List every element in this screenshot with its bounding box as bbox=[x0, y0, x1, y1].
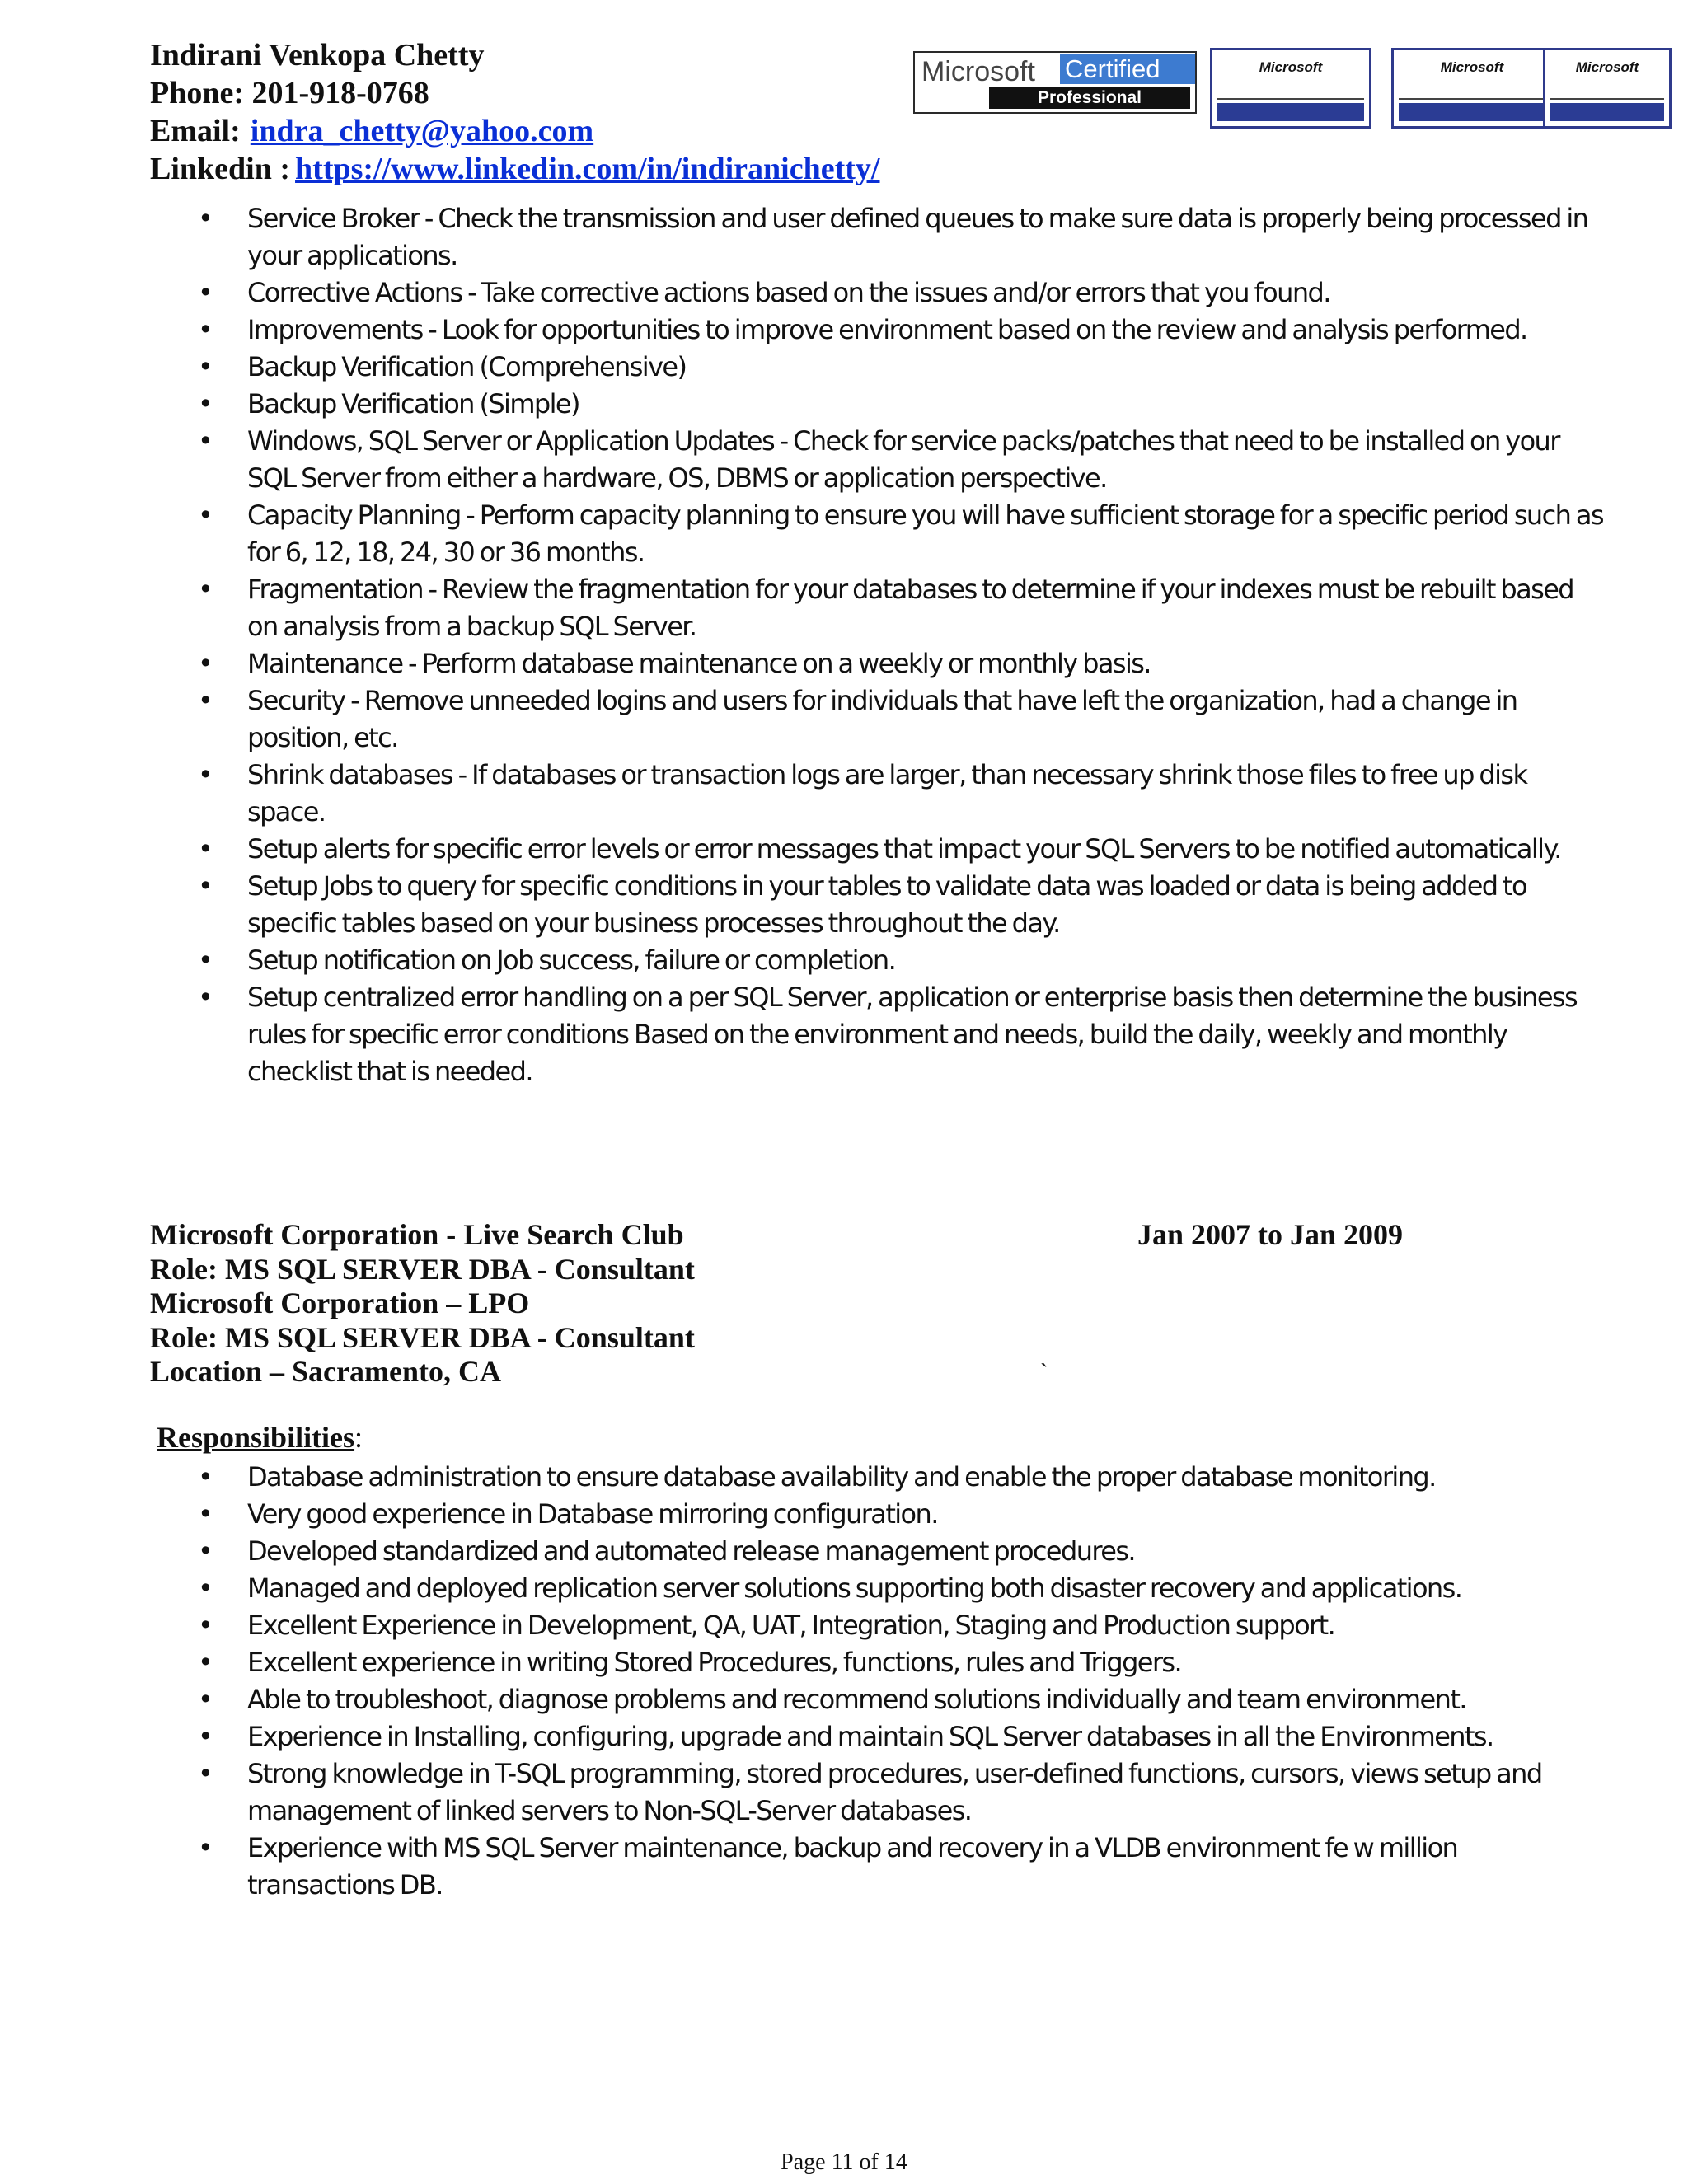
phone-line bbox=[150, 74, 879, 112]
phone-number: 201-918-0768 bbox=[251, 76, 429, 110]
list-item: • Strong knowledge in T-SQL programming, stored procedures, user-defined functions, cursors, views setup and management of linked servers to Non-SQL-Server databases. bbox=[0, 1755, 1688, 1830]
phone-label: Phone: bbox=[150, 76, 244, 110]
microsoft-wordmark: Microsoft bbox=[1217, 55, 1364, 100]
list-item: • Excellent Experience in Development, QA, UAT, Integration, Staging and Production support. bbox=[0, 1607, 1688, 1644]
employer-line: Microsoft Corporation – LPO bbox=[150, 1286, 530, 1319]
mcp-logo bbox=[913, 51, 1197, 114]
email-line bbox=[150, 112, 879, 150]
list-item: • Managed and deployed replication server solutions supporting both disaster recovery and applications. bbox=[0, 1570, 1688, 1607]
location-line: Location – Sacramento, CA bbox=[150, 1355, 501, 1388]
linkedin-link[interactable]: https://www.linkedin.com/in/indiranichetty/ bbox=[295, 152, 880, 186]
microsoft-wordmark: Microsoft bbox=[1399, 55, 1545, 100]
list-item: • Able to troubleshoot, diagnose problems and recommend solutions individually and team environment. bbox=[0, 1681, 1688, 1718]
list-item: • Excellent experience in writing Stored Procedures, functions, rules and Triggers. bbox=[0, 1644, 1688, 1681]
list-item: • Capacity Planning - Perform capacity planning to ensure you will have sufficient storage for a specific period such as for 6, 12, 18, 24, 30 or 36 months. bbox=[0, 497, 1688, 571]
employer-line: Microsoft Corporation - Live Search Club bbox=[150, 1218, 684, 1251]
list-item: • Shrink databases - If databases or transaction logs are larger, than necessary shrink those files to free up disk space. bbox=[0, 757, 1688, 831]
list-item: • Setup Jobs to query for specific conditions in your tables to validate data was loaded or data is being added to specific tables based on your business processes throughout the day. bbox=[0, 868, 1688, 942]
responsibilities-heading-text: Responsibilities bbox=[157, 1421, 355, 1454]
list-item: • Service Broker - Check the transmission and user defined queues to make sure data is properly being processed in your applications. bbox=[0, 200, 1688, 274]
linkedin-label: Linkedin : bbox=[150, 152, 291, 186]
responsibilities-heading bbox=[157, 1419, 363, 1455]
list-item: • Setup centralized error handling on a per SQL Server, application or enterprise basis then determine the business rules for specific error conditions Based on the environment and needs, build the daily, weekly and monthly checklist that is needed. bbox=[0, 979, 1688, 1090]
list-item: • Backup Verification (Simple) bbox=[0, 386, 1688, 423]
microsoft-certification-logo bbox=[1210, 48, 1372, 129]
email-link[interactable]: indra_chetty@yahoo.com bbox=[250, 114, 594, 148]
microsoft-certification-logo bbox=[1391, 48, 1553, 129]
list-item: • Improvements - Look for opportunities to improve environment based on the review and analysis performed. bbox=[0, 312, 1688, 349]
responsibilities-colon: : bbox=[354, 1421, 363, 1454]
list-item: • Corrective Actions - Take corrective actions based on the issues and/or errors that you found. bbox=[0, 274, 1688, 312]
list-item: • Security - Remove unneeded logins and users for individuals that have left the organization, had a change in position, etc. bbox=[0, 682, 1688, 757]
list-item: • Database administration to ensure database availability and enable the proper database monitoring. bbox=[0, 1459, 1688, 1496]
logo-strip bbox=[1217, 103, 1364, 121]
list-item: • Experience in Installing, configuring, upgrade and maintain SQL Server databases in all the Environments. bbox=[0, 1718, 1688, 1755]
logo-strip bbox=[1550, 103, 1664, 121]
logo-strip bbox=[1399, 103, 1545, 121]
list-item: • Maintenance - Perform database maintenance on a weekly or monthly basis. bbox=[0, 645, 1688, 682]
microsoft-wordmark: Microsoft bbox=[1550, 55, 1664, 100]
role-line: Role: MS SQL SERVER DBA - Consultant bbox=[150, 1252, 695, 1286]
list-item: • Setup notification on Job success, failure or completion. bbox=[0, 942, 1688, 979]
list-item: • Setup alerts for specific error levels or error messages that impact your SQL Servers to be notified automatically. bbox=[0, 831, 1688, 868]
candidate-name: Indirani Venkopa Chetty bbox=[150, 38, 485, 73]
email-label: Email: bbox=[150, 114, 241, 148]
mcp-logo-microsoft: Microsoft bbox=[921, 56, 1035, 87]
microsoft-certification-logo bbox=[1543, 48, 1672, 129]
page-number: Page 11 of 14 bbox=[781, 2149, 907, 2175]
list-item: • Experience with MS SQL Server maintenance, backup and recovery in a VLDB environment fe w million transactions DB. bbox=[0, 1830, 1688, 1904]
job-header bbox=[150, 1218, 695, 1390]
job-dates: Jan 2007 to Jan 2009 bbox=[1137, 1218, 1404, 1251]
mcp-logo-professional: Professional bbox=[989, 87, 1190, 109]
list-item: • Windows, SQL Server or Application Updates - Check for service packs/patches that need to be installed on your SQL Server from either a hardware, OS, DBMS or application perspective. bbox=[0, 423, 1688, 497]
responsibilities-list bbox=[0, 1459, 1688, 1904]
list-item: • Developed standardized and automated release management procedures. bbox=[0, 1533, 1688, 1570]
dba-tasks-list bbox=[0, 200, 1688, 1090]
stray-mark: ` bbox=[1040, 1360, 1048, 1385]
list-item: • Fragmentation - Review the fragmentation for your databases to determine if your indexes must be rebuilt based on analysis from a backup SQL Server. bbox=[0, 571, 1688, 645]
list-item: • Very good experience in Database mirroring configuration. bbox=[0, 1496, 1688, 1533]
certification-badges bbox=[913, 46, 1672, 129]
contact-header bbox=[150, 36, 879, 188]
role-line: Role: MS SQL SERVER DBA - Consultant bbox=[150, 1320, 695, 1354]
mcp-logo-certified: Certified bbox=[1060, 54, 1195, 84]
linkedin-line bbox=[150, 150, 879, 188]
list-item: • Backup Verification (Comprehensive) bbox=[0, 349, 1688, 386]
